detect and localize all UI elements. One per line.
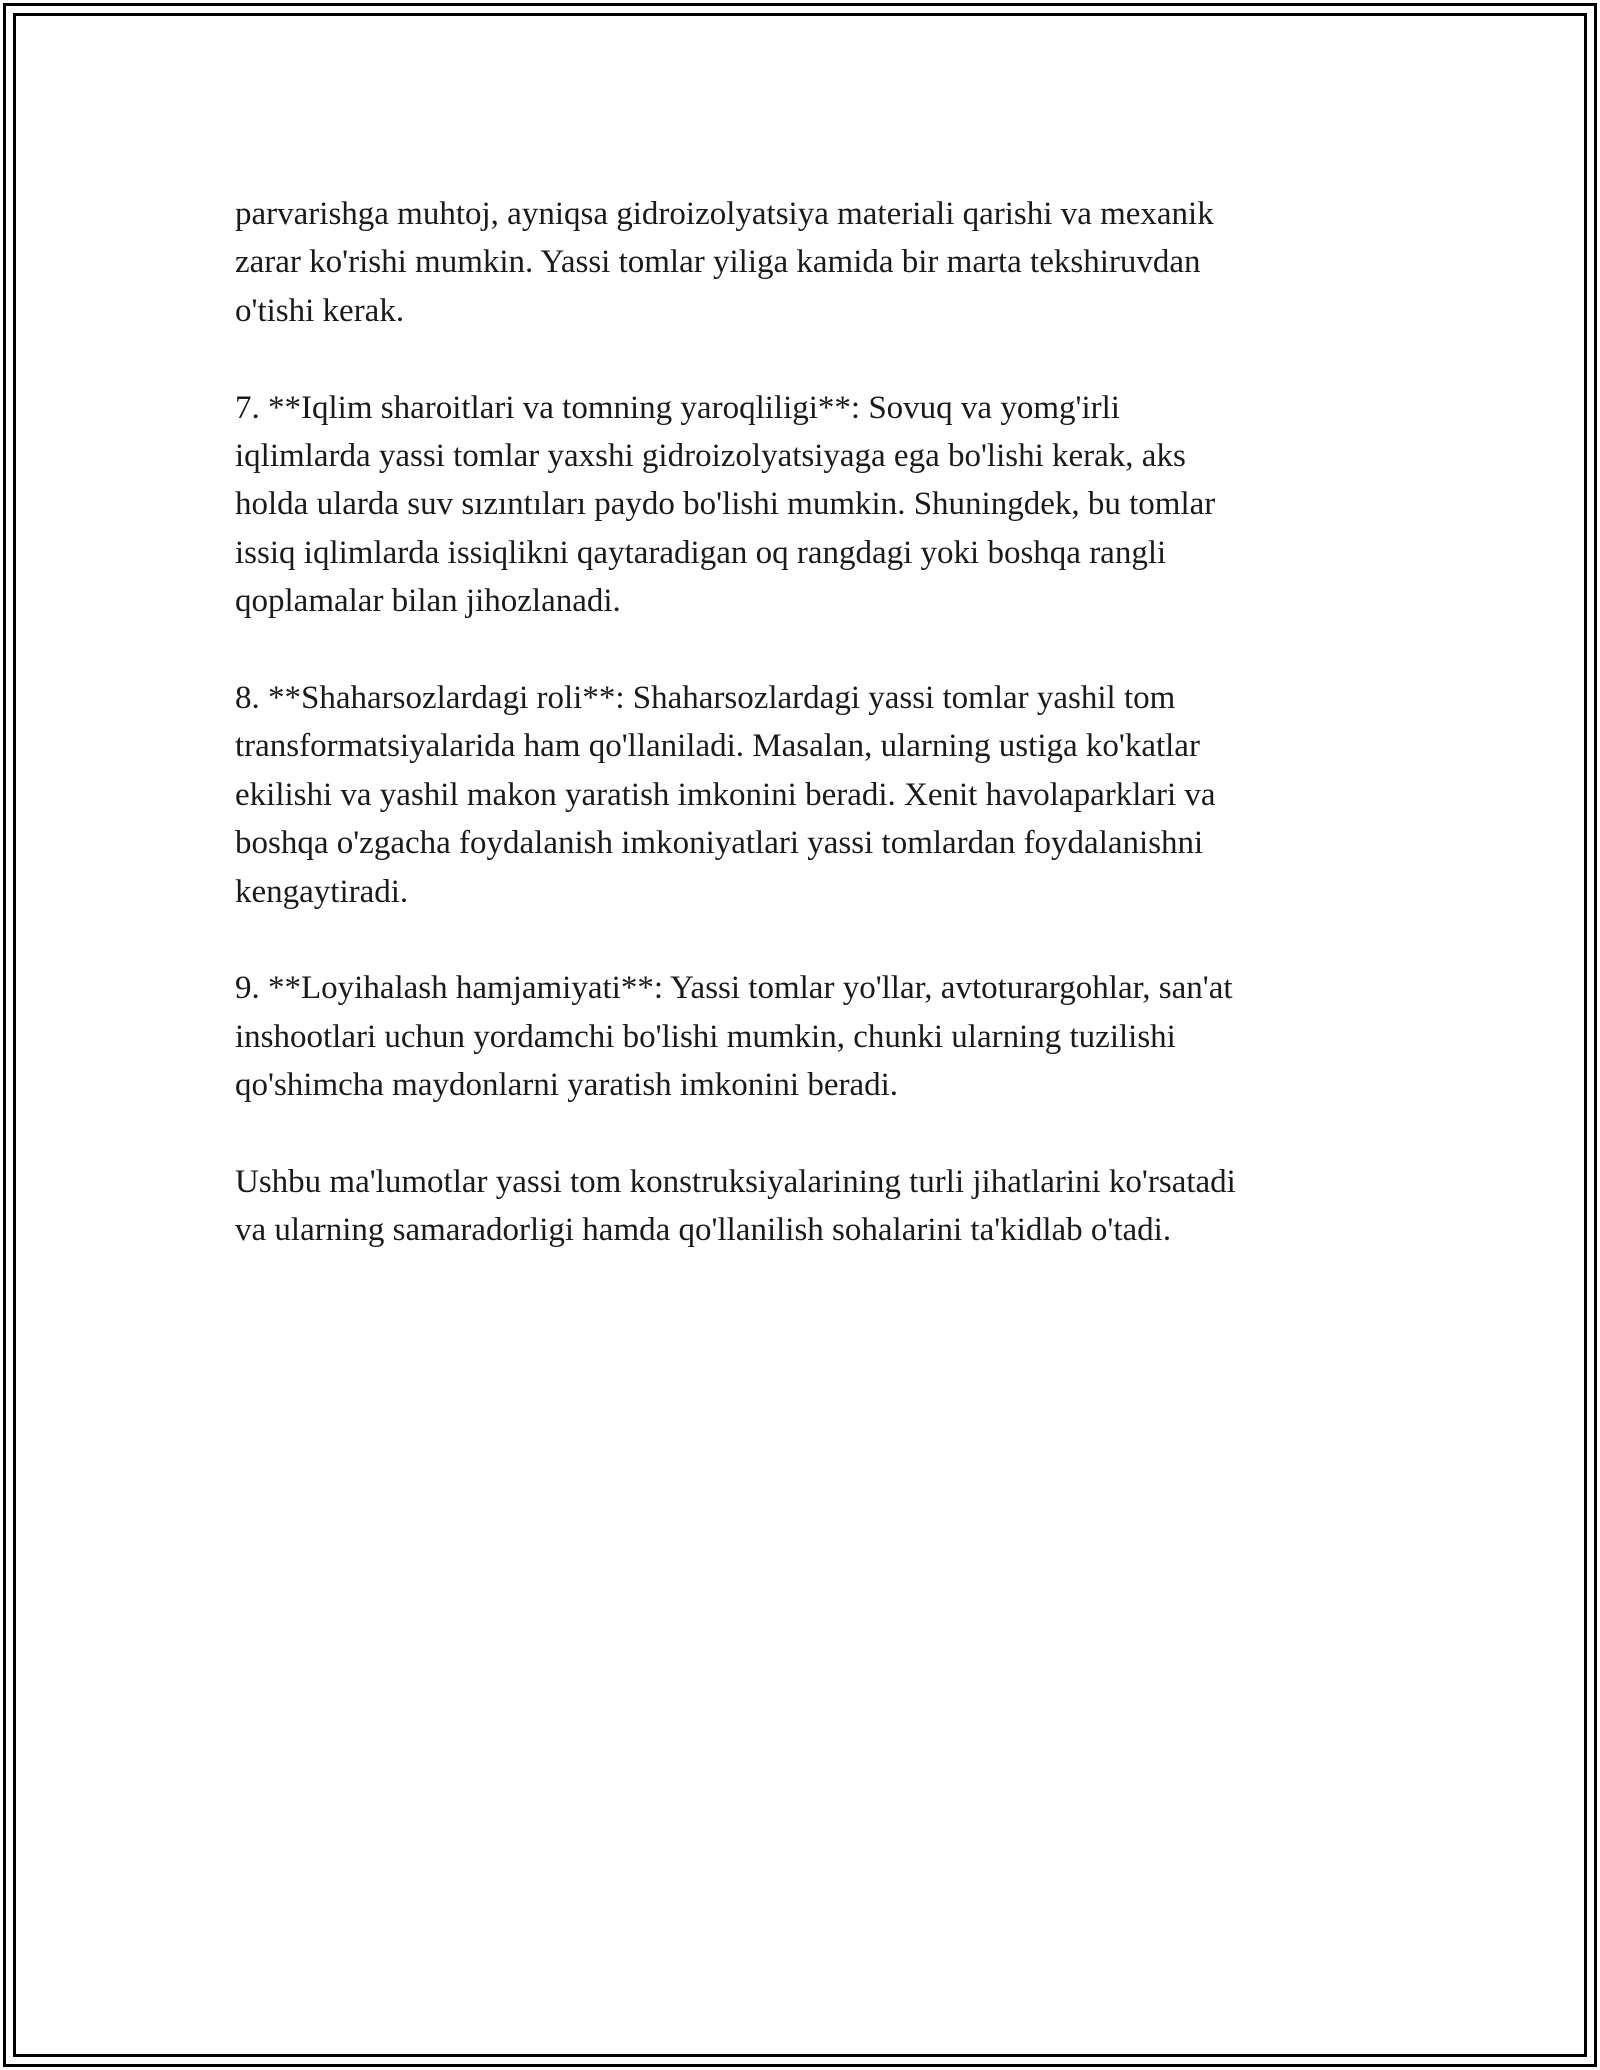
document-body — [235, 190, 1365, 1255]
paragraph-urban-role: 8. **Shaharsozlardagi roli**: Shaharsozlardagi yassi tomlar yashil tom transformatsiyalarida ham qo'llaniladi. Masalan, ularning ustiga ko'katlar ekilishi va yashil makon yaratish imkonini beradi. Xenit havolaparklari va boshqa o'zgacha foydalanish imkoniyatlari yassi tomlardan foydalanishni kengaytiradi. — [235, 680, 1216, 910]
paragraph-climate-conditions: 7. **Iqlim sharoitlari va tomning yaroqliligi**: Sovuq va yomg'irli iqlimlarda yassi tomlar yaxshi gidroizolyatsiyaga ega bo'lishi kerak, aks holda ularda suv sızıntıları paydo bo'lishi mumkin. Shuningdek, bu tomlar issiq iqlimlarda issiqlikni qaytaradigan oq rangdagi yoki boshqa rangli qoplamalar bilan jihozlanadi. — [235, 389, 1216, 620]
paragraph-conclusion: Ushbu ma'lumotlar yassi tom konstruksiyalarining turli jihatlarini ko'rsatadi va ularning samaradorligi hamda qo'llanilish sohalarini ta'kidlab o'tadi. — [235, 1164, 1236, 1249]
paragraph-design-community: 9. **Loyihalash hamjamiyati**: Yassi tomlar yo'llar, avtoturargohlar, san'at inshootlari uchun yordamchi bo'lishi mumkin, chunki ularning tuzilishi qo'shimcha maydonlarni yaratish imkonini beradi. — [235, 970, 1233, 1104]
paragraph-roof-maintenance: parvarishga muhtoj, ayniqsa gidroizolyatsiya materiali qarishi va mexanik zarar ko'rishi mumkin. Yassi tomlar yiliga kamida bir marta tekshiruvdan o'tishi kerak. — [235, 196, 1214, 329]
